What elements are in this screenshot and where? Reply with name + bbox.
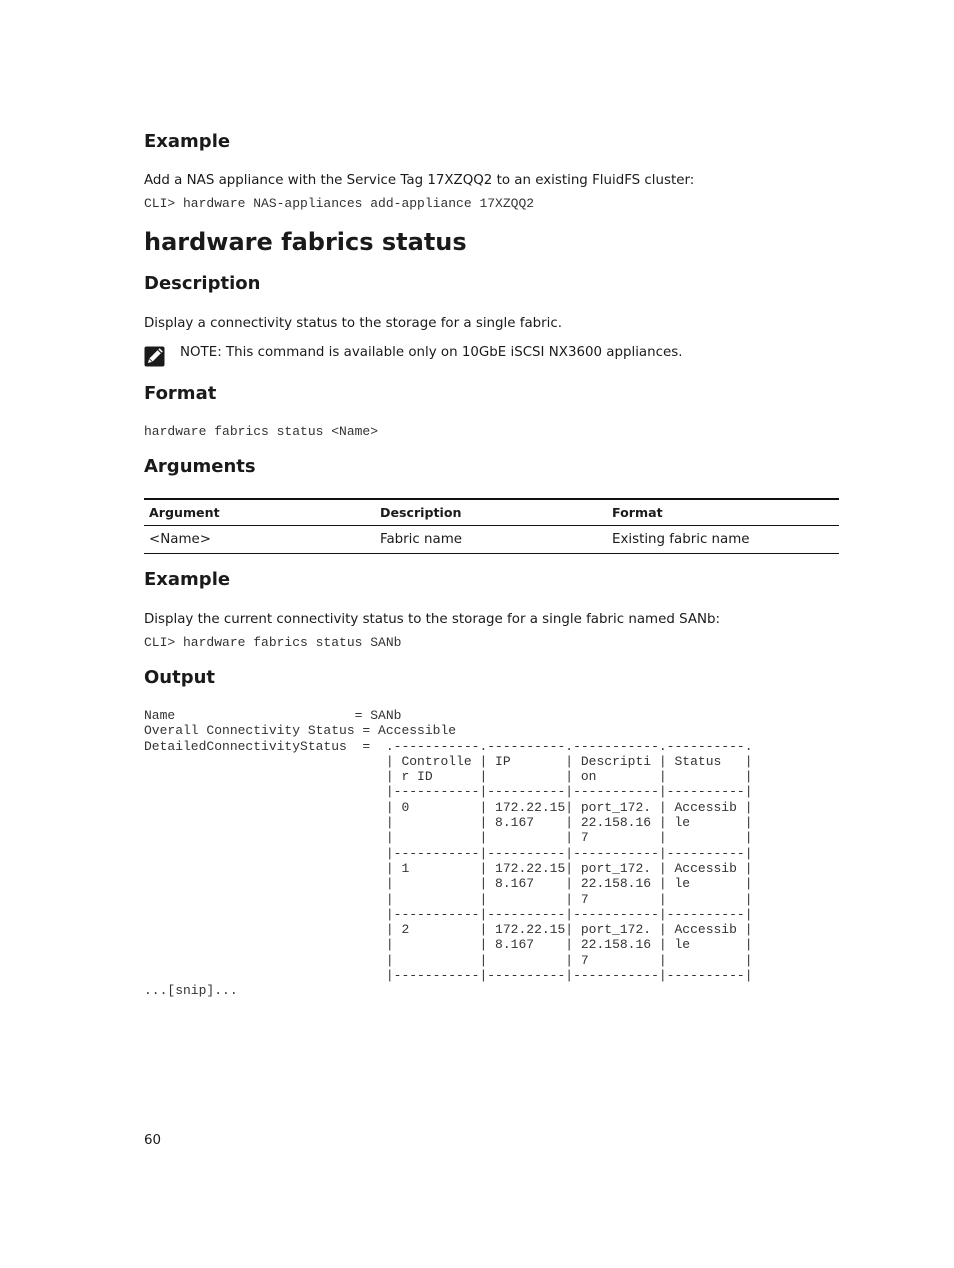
note-label: NOTE: <box>180 345 222 360</box>
description-text: Display a connectivity status to the storage for a single fabric. <box>144 316 563 331</box>
cell-description: Fabric name <box>375 526 607 554</box>
output-line: | | 8.167 | 22.158.16 | le | <box>144 937 753 953</box>
output-line: | 1 | 172.22.15| port_172. | Accessib | <box>144 860 753 876</box>
output-line: | Controlle | IP | Descripti | Status | <box>144 753 753 769</box>
column-header-description: Description <box>375 499 607 526</box>
table-header-row <box>144 499 839 526</box>
output-line: |-----------|----------|-----------|----------| <box>144 906 753 922</box>
output-code-block <box>144 708 753 999</box>
output-line: |-----------|----------|-----------|----------| <box>144 968 753 984</box>
arguments-heading: Arguments <box>144 456 256 477</box>
table-row <box>144 526 839 554</box>
description-heading: Description <box>144 273 261 294</box>
output-line: | r ID | | on | | <box>144 769 753 785</box>
output-line: ...[snip]... <box>144 983 238 999</box>
output-line: | 0 | 172.22.15| port_172. | Accessib | <box>144 799 753 815</box>
example2-heading: Example <box>144 569 231 590</box>
output-line: |-----------|----------|-----------|----------| <box>144 784 753 800</box>
output-line: DetailedConnectivityStatus = .-----------.----------.-----------.----------. <box>144 738 753 754</box>
output-line: Overall Connectivity Status = Accessible <box>144 723 457 739</box>
command-title: hardware fabrics status <box>144 228 467 256</box>
arguments-table <box>144 498 839 554</box>
example-text: Add a NAS appliance with the Service Tag 17XZQQ2 to an existing FluidFS cluster: <box>144 173 695 188</box>
example2-text: Display the current connectivity status to the storage for a single fabric named SANb: <box>144 612 721 627</box>
format-heading: Format <box>144 383 217 404</box>
example2-code: CLI> hardware fabrics status SANb <box>144 635 402 650</box>
note-text <box>180 344 682 362</box>
output-line: | | | 7 | | <box>144 830 753 846</box>
note-body: This command is available only on 10GbE iSCSI NX3600 appliances. <box>221 345 683 360</box>
format-code: hardware fabrics status <Name> <box>144 424 379 439</box>
pencil-note-icon <box>144 346 165 367</box>
output-line: |-----------|----------|-----------|----------| <box>144 845 753 861</box>
output-line: | 2 | 172.22.15| port_172. | Accessib | <box>144 922 753 938</box>
output-line: | | 8.167 | 22.158.16 | le | <box>144 876 753 892</box>
output-heading: Output <box>144 667 216 688</box>
output-line: | | | 7 | | <box>144 891 753 907</box>
column-header-format: Format <box>607 499 839 526</box>
cell-argument: <Name> <box>144 526 375 554</box>
output-line: | | | 7 | | <box>144 952 753 968</box>
note-box <box>144 344 839 370</box>
example-code: CLI> hardware NAS-appliances add-appliance 17XZQQ2 <box>144 196 535 211</box>
example-heading: Example <box>144 131 231 152</box>
output-line: Name = SANb <box>144 708 402 723</box>
column-header-argument: Argument <box>144 499 375 526</box>
page-number: 60 <box>144 1133 162 1148</box>
cell-format: Existing fabric name <box>607 526 839 554</box>
output-line: | | 8.167 | 22.158.16 | le | <box>144 815 753 831</box>
